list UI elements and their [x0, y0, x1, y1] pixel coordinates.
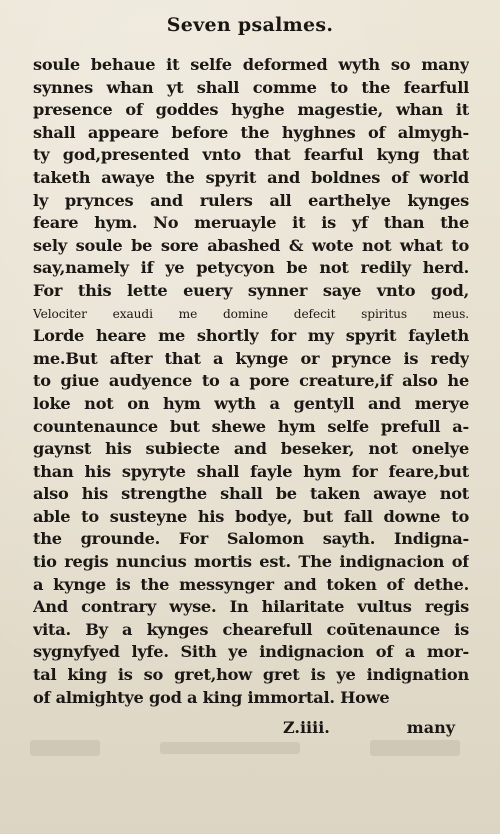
- bleed-smudge: [30, 740, 100, 756]
- text-line: soule behaue it selfe deformed wyth so many: [33, 55, 469, 74]
- text-line: than his spyryte shall fayle hym for feare,but: [33, 461, 469, 481]
- text-line: synnes whan yt shall comme to the fearfull: [33, 77, 469, 97]
- text-line: of almightye god a king immortal. Howe: [33, 687, 390, 707]
- page-body: [33, 54, 469, 709]
- bleed-smudge: [160, 742, 300, 754]
- bleed-smudge: [370, 740, 460, 756]
- text-line: tal king is so gret,how gret is ye indignation: [33, 665, 469, 685]
- text-line: And contrary wyse. In hilaritate vultus regis: [33, 597, 469, 617]
- text-line: ty god,presented vnto that fearful kyng that: [33, 145, 469, 165]
- text-line: able to susteyne his bodye, but fall downe to: [33, 506, 469, 526]
- running-head: Seven psalmes.: [166, 14, 334, 36]
- text-line: vita. By a kynges chearefull coūtenaunce is: [33, 619, 469, 639]
- text-line: me.But after that a kynge or prynce is redy: [33, 348, 469, 368]
- page-footer: [33, 718, 469, 742]
- show-through-bleed: [30, 740, 470, 780]
- text-line: presence of goddes hyghe magestie, whan it: [33, 100, 469, 120]
- text-line: taketh awaye the spyrit and boldnes of world: [33, 167, 469, 187]
- text-line: say,namely if ye petycyon be not redily herd.: [33, 258, 469, 278]
- text-line: sely soule be sore abashed & wote not what to: [33, 235, 469, 255]
- signature-mark: Z.iiii.: [283, 718, 330, 737]
- text-line: For this lette euery synner saye vnto god,: [33, 280, 469, 300]
- text-line: loke not on hym wyth a gentyll and merye: [33, 393, 469, 413]
- latin-verse-line: Velociter exaudi me domine defecit spiritus meus.: [33, 306, 469, 321]
- text-line: shall appeare before the hyghnes of almygh-: [33, 122, 469, 142]
- text-line: the grounde. For Salomon sayth. Indigna-: [33, 529, 469, 549]
- text-line: tio regis nuncius mortis est. The indignacion of: [33, 552, 469, 572]
- text-line: countenaunce but shewe hym selfe prefull a-: [33, 416, 469, 436]
- text-line: a kynge is the messynger and token of dethe.: [33, 574, 469, 594]
- text-line: to giue audyence to a pore creature,if also he: [33, 371, 469, 391]
- text-line: gaynst his subiecte and beseker, not onelye: [33, 439, 469, 459]
- text-line: Lorde heare me shortly for my spyrit fayleth: [33, 326, 469, 346]
- text-line: feare hym. No meruayle it is yf than the: [33, 213, 469, 233]
- text-line: sygnyfyed lyfe. Sith ye indignacion of a mor-: [33, 642, 469, 662]
- text-line: also his strengthe shall be taken awaye not: [33, 484, 469, 504]
- catchword: many: [406, 718, 455, 737]
- text-line: ly prynces and rulers all earthelye kynges: [33, 190, 469, 210]
